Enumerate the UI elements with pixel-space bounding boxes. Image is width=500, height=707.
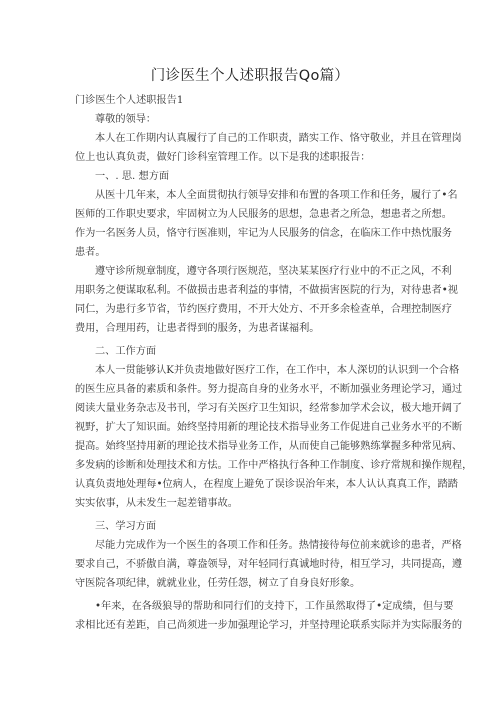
salutation: 尊敬的领导： [95,114,157,125]
paragraph-line: 认真负责地处理每•位病人，在程度上避免了误诊误治年来，本人认认真真工作，踏踏 [75,479,458,490]
paragraph-line: 费用，合理用药，让患者得到的服务，为患者谋福利。 [75,323,320,334]
paragraph-line: 遵守诊所规章制度，遵守各项行医规范，坚决某某医疗行业中的不正之风，不利 [95,266,452,277]
paragraph-line: 同仁，为患行多节省，节约医疗费用，不开大处方、不开多余检查单，合理控制医疗 [75,304,452,315]
paragraph-line: 阅读大量业务杂志及书刊，学习有关医疗卫生知识，经常参加学术会议，极大地开阔了 [75,403,463,414]
paragraph-line: 守医院各项纪律，就就业业，任劳任怨，树立了自身良好形象。 [75,578,361,589]
paragraph-line: 多发病的诊断和处理技术和方怯。工作中严格执行各种工作制度、诊疗常规和操作规程， [75,460,473,471]
paragraph-line: 作为一名医务人员，恪守行医准则，牢记为人民服务的信念，在临床工作中热忱服务 [75,228,452,239]
paragraph-line: 求相比还有差距，自己尚须进一步加强理论学习，并坚持理论联系实际并为实际服务的 [75,620,463,631]
paragraph-line: 的医生应具备的素质和条件。努力提高自身的业务水平，不断加强业务理论学习，通过 [75,384,463,395]
paragraph-line: 视野，扩大了知识面。始终坚持用新的理论技术指导业务工作促进自己业务水平的不断 [75,422,463,433]
section-heading: 二、工作方面 [95,346,157,357]
page-title: 门诊医生个人述职报告Qo篇） [150,68,350,84]
paragraph-line: 要求自己，不骄傲自满，尊盎领导，对年轻同行真诚地时待，相互学习，共同提高，遵 [75,559,463,570]
paragraph-line: 本人在工作期内认真履行了自己的工作职责，踏实工作、恪守敬业，并且在管理岗 [95,133,462,144]
paragraph-line: 实实依事，从未发生一起差错事故。 [75,498,238,509]
paragraph-line: •年来，在各级狼导的帮助和同行们的支持下，工作虽然取得了•定成绩，但与要 [95,601,454,612]
paragraph-line: 位上也认真负责，做好门诊科室管理工作。以下是我的述职报告： [75,152,371,163]
section-heading: 一、. 思. 想方面 [95,171,170,182]
paragraph-line: 本人一贯能够认K并负责地做好医疗工作，在工作中，本人深切的认识到一个合格 [95,365,460,376]
report-subtitle: 门诊医生个人述职报告1 [75,95,184,106]
paragraph-line: 提高。始终坚持用新的理论技术指导业务工作，从而使自己能够熟练掌握多种常见病、 [75,441,463,452]
paragraph-line: 尽能力完成作为一个医生的各项工作和任务。热情接待每位前来就诊的患者，严格 [95,540,462,551]
paragraph-line: 患者。 [75,247,106,258]
paragraph-line: 从医十几年来，本人全面贯彻执行领导安排和布置的各项工作和任务，履行了•名 [95,190,458,201]
paragraph-line: 用职务之便谋取私利。不做损击患者利益的事情，不做损害医院的行为，对待患者•视 [75,285,458,296]
section-heading: 三、学习方面 [95,521,157,532]
paragraph-line: 医师的工作职史要求，牢固树立为人民服务的思想，急患者之所急，想患者之所想。 [75,209,452,220]
